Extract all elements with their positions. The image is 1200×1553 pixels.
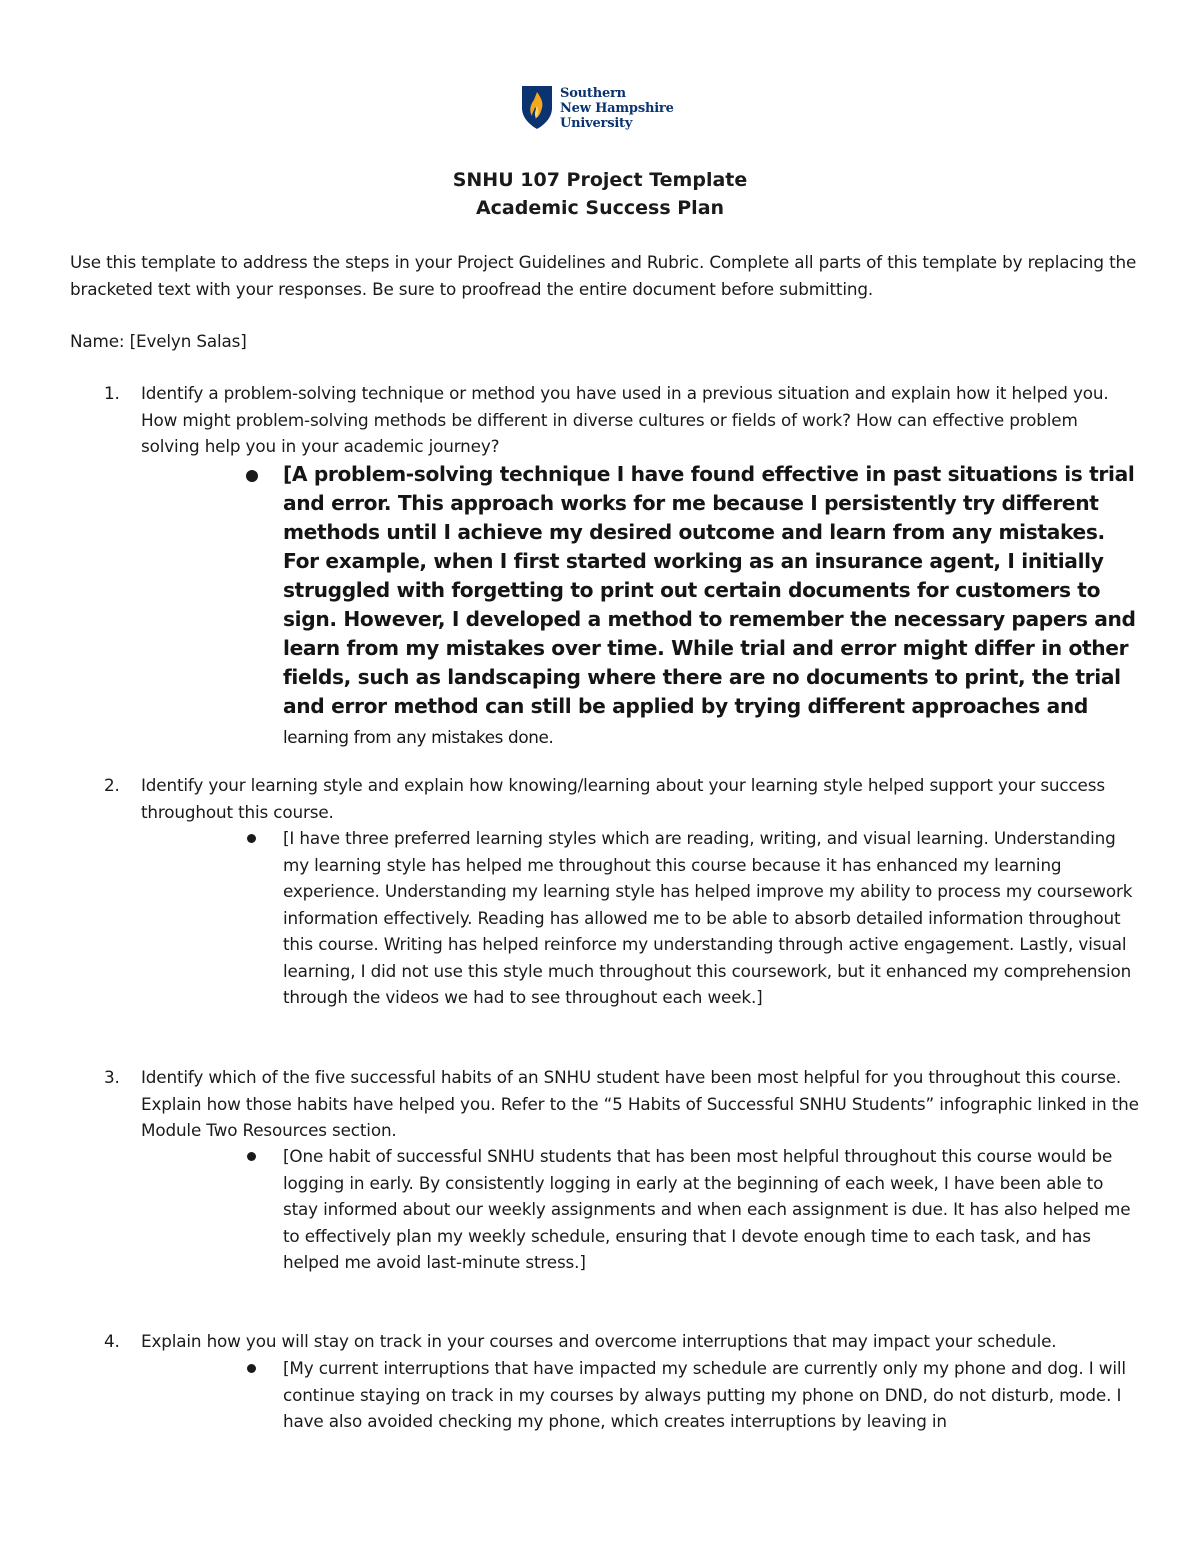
intro-paragraph: Use this template to address the steps in your Project Guidelines and Rubric. Complete all parts of this template by replacing the bracketed text with your responses. Be sure to proofread the entire document before submitting. [70, 252, 1137, 299]
answer-3: [One habit of successful SNHU students that has been most helpful throughout this course would be logging in early. By consistently logging in early at the beginning of each week, I have been able to stay informed about our weekly assignments and when each assignment is due. It has also helped me to effectively plan my weekly schedule, ensuring that I devote enough time to each task, and has helped me avoid last-minute stress.] [283, 1146, 1131, 1272]
bullet-icon [247, 1152, 256, 1161]
question-prompt: Identify a problem-solving technique or method you have used in a previous situation and explain how it helped you. How might problem-solving methods be different in diverse cultures or fields of work? How can effective problem solving help you in your academic journey? [141, 383, 1109, 456]
bullet-icon [247, 834, 256, 843]
document-title: SNHU 107 Project Template [452, 169, 748, 191]
snhu-logo [520, 84, 690, 134]
shield-flame-icon [520, 84, 554, 130]
answer-1-main: [A problem-solving technique I have found effective in past situations is trial and error. This approach works for me because I persistently try different methods until I achieve my desired outcome and learn from any mistakes. For example, when I first started working as an insurance agent, I initially struggled with forgetting to print out certain documents for customers to sign. However, I developed a method to remember the necessary papers and learn from my mistakes over time. While trial and error might differ in other fields, such as landscaping where there are no documents to print, the trial and error method can still be applied by trying different approaches and [283, 462, 1136, 718]
bullet-icon [247, 1364, 256, 1373]
logo-wordmark [560, 86, 674, 131]
answer-1 [283, 460, 1143, 752]
bullet-icon [246, 470, 258, 482]
logo-line-2: New Hampshire [560, 101, 674, 116]
question-prompt: Identify which of the five successful habits of an SNHU student have been most helpful for you throughout this course. Explain how those habits have helped you. Refer to the “5 Habits of Successful SNHU Students” infographic linked in the Module Two Resources section. [141, 1067, 1139, 1140]
answer-4: [My current interruptions that have impacted my schedule are currently only my phone and dog. I will continue staying on track in my courses by always putting my phone on DND, do not disturb, mode. I have also avoided checking my phone, which creates interruptions by leaving in [283, 1358, 1126, 1431]
answer-1-tail: learning from any mistakes done. [283, 727, 554, 747]
document-subtitle: Academic Success Plan [475, 197, 725, 219]
question-number: 4. [104, 1331, 120, 1351]
question-prompt: Identify your learning style and explain how knowing/learning about your learning style helped support your success throughout this course. [141, 775, 1105, 822]
question-number: 3. [104, 1067, 120, 1087]
answer-2: [I have three preferred learning styles which are reading, writing, and visual learning. Understanding my learning style has helped me throughout this course because it has enhanced my learning experience. Understanding my learning style has helped improve my ability to process my coursework information effectively. Reading has allowed me to be able to absorb detailed information throughout this course. Writing has helped reinforce my understanding through active engagement. Lastly, visual learning, I did not use this style much throughout this coursework, but it enhanced my comprehension through the videos we had to see throughout each week.] [283, 828, 1133, 1007]
logo-line-1: Southern [560, 86, 626, 101]
logo-line-3: University [560, 116, 633, 131]
question-number: 2. [104, 775, 120, 795]
question-prompt: Explain how you will stay on track in your courses and overcome interruptions that may impact your schedule. [141, 1331, 1057, 1351]
question-number: 1. [104, 383, 120, 403]
student-name: Name: [Evelyn Salas] [70, 331, 247, 351]
